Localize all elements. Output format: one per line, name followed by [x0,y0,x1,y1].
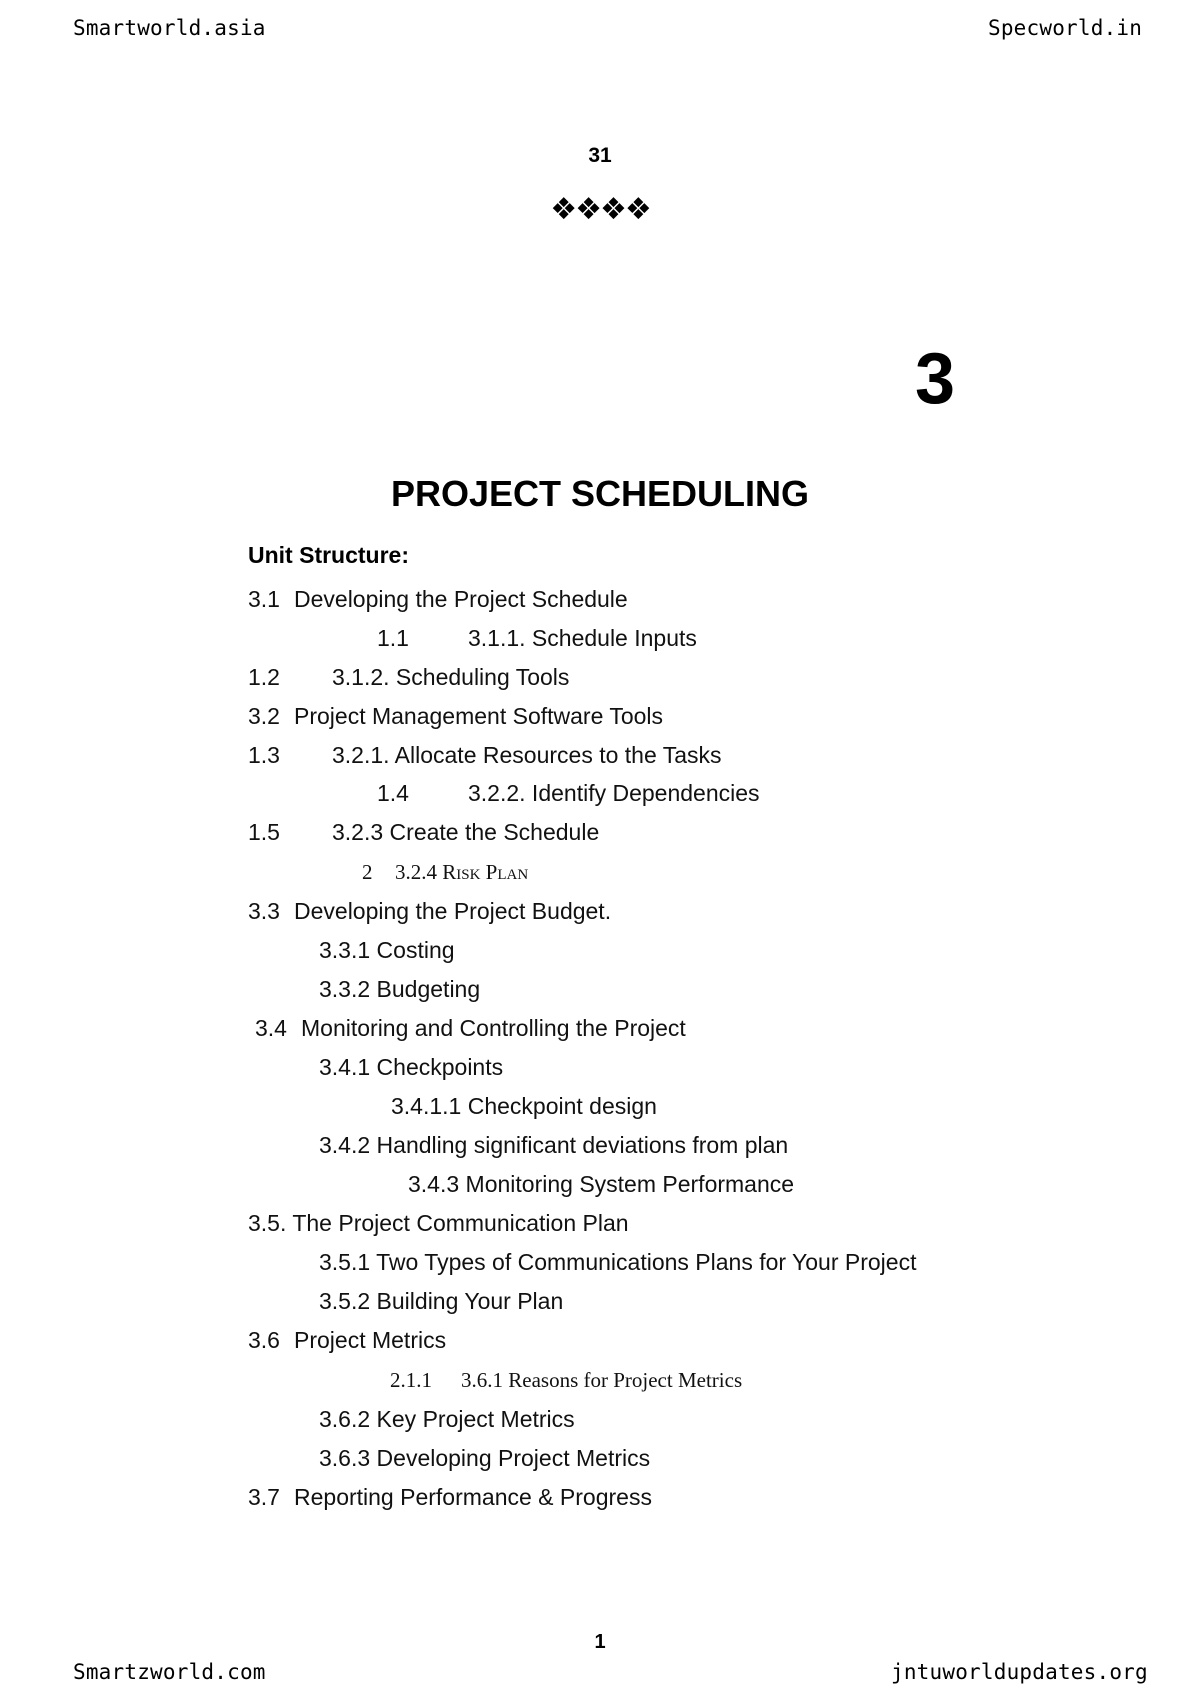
toc-number: 3.7 [248,1484,280,1510]
toc-item-3-6-2 [319,1406,575,1433]
toc-item-3-7 [248,1484,652,1511]
toc-item-3-3-2 [319,976,480,1003]
toc-text: 3.1.1. Schedule Inputs [468,625,697,651]
toc-text: Project Metrics [294,1327,447,1353]
toc-number: 1.4 [377,780,409,806]
toc-item-3-2-1 [248,742,722,769]
toc-item-3-5-1 [319,1249,916,1276]
unit-structure-label: Unit Structure: [248,542,409,568]
toc-text: 3.6.3 Developing Project Metrics [319,1445,651,1471]
toc-text: Project Management Software Tools [294,703,664,729]
header-right-site: Specworld.in [988,16,1143,40]
toc-item-3-5 [248,1210,629,1237]
toc-number: 2.1.1 [390,1368,432,1392]
toc-text: 3.5.1 Two Types of Communications Plans for Your Project [319,1249,917,1275]
toc-number: 2 [362,860,373,884]
toc-text: 3.3.1 Costing [319,937,455,963]
toc-item-3-5-2 [319,1288,563,1315]
toc-item-3-4-3 [408,1171,794,1198]
toc-text: 3.4.2 Handling significant deviations from plan [319,1132,789,1158]
toc-item-3-1-1 [377,625,697,652]
toc-item-3-4-1-1 [391,1093,657,1120]
toc-item-3-2-4 [362,860,528,885]
toc-text: 3.3.2 Budgeting [319,976,481,1002]
toc-text: Developing the Project Schedule [294,586,628,612]
toc-item-3-1 [248,586,628,613]
toc-text: Reporting Performance & Progress [294,1484,652,1510]
toc-number: 3.4 [255,1015,287,1041]
toc-item-3-4-1 [319,1054,503,1081]
toc-text: Developing the Project Budget. [294,898,612,924]
toc-text: 3.1.2. Scheduling Tools [332,664,570,690]
toc-number: 3.2 [248,703,280,729]
toc-text: 3.6.1 Reasons for Project Metrics [461,1368,743,1392]
toc-text: 3.5. The Project Communication Plan [248,1210,629,1236]
toc-text: Monitoring and Controlling the Project [301,1015,686,1041]
toc-number: 1.3 [248,742,280,768]
toc-item-3-4-2 [319,1132,788,1159]
chapter-number: 3 [915,339,956,419]
toc-text: 3.4.1 Checkpoints [319,1054,504,1080]
toc-item-3-2-3 [248,819,599,846]
footer-left-site: Smartzworld.com [73,1660,266,1684]
toc-number: 3.1 [248,586,280,612]
toc-text: 3.2.2. Identify Dependencies [468,780,760,806]
toc-text: 3.2.4 Risk Plan [395,860,529,884]
toc-number: 1.1 [377,625,409,651]
toc-text: 3.4.3 Monitoring System Performance [408,1171,795,1197]
toc-text: 3.2.1. Allocate Resources to the Tasks [332,742,722,768]
page-number: 1 [594,1631,606,1653]
toc-item-3-2 [248,703,663,730]
footer-right-site: jntuworldupdates.org [891,1660,1148,1684]
diamond-ornament-icon: ❖❖❖❖ [550,192,650,227]
toc-number: 1.5 [248,819,280,845]
toc-number: 3.6 [248,1327,280,1353]
toc-item-3-1-2 [248,664,569,691]
toc-text: 3.2.3 Create the Schedule [332,819,600,845]
toc-text: 3.4.1.1 Checkpoint design [391,1093,657,1119]
chapter-title: PROJECT SCHEDULING [390,473,810,514]
toc-item-3-3 [248,898,611,925]
toc-item-3-6 [248,1327,446,1354]
toc-text: 3.5.2 Building Your Plan [319,1288,564,1314]
toc-item-3-3-1 [319,937,455,964]
toc-number: 1.2 [248,664,280,690]
toc-item-3-4 [255,1015,686,1042]
header-left-site: Smartworld.asia [73,16,266,40]
toc-item-3-2-2 [377,780,760,807]
toc-item-3-6-1 [390,1368,742,1393]
toc-number: 3.3 [248,898,280,924]
page-top-number: 31 [588,144,612,167]
toc-item-3-6-3 [319,1445,650,1472]
toc-text: 3.6.2 Key Project Metrics [319,1406,575,1432]
